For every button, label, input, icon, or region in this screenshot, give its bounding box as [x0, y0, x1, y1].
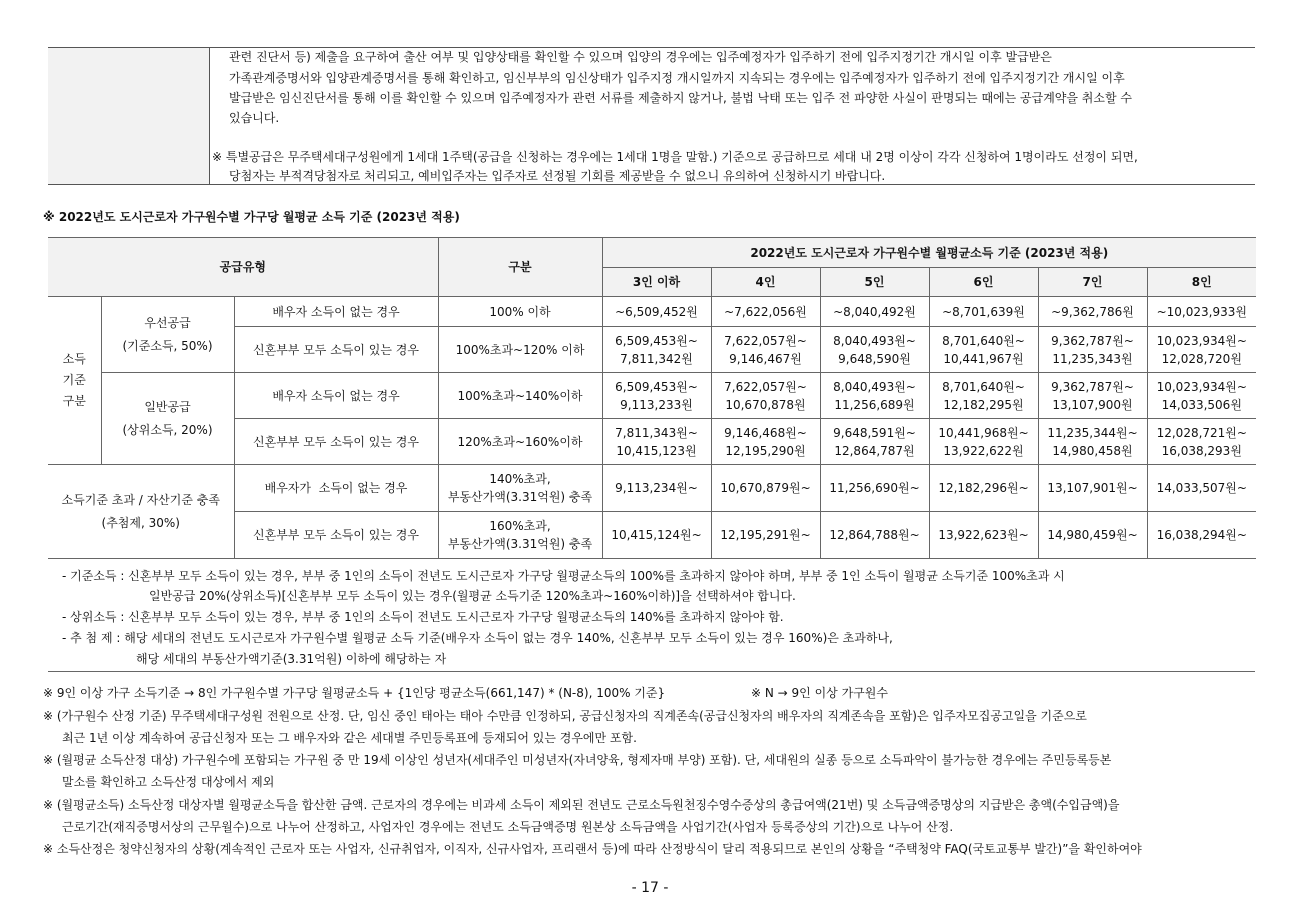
top-notice-block [48, 47, 1255, 185]
table-notes [48, 566, 1255, 672]
value-cell: 10,023,934원~ 14,033,506원 [1147, 373, 1256, 419]
section-title: ※ 2022년도 도시근로자 가구원수별 가구당 월평균 소득 기준 (2023년 적용) [43, 210, 460, 224]
footnote-income-calc: ※ 소득산정은 청약신청자의 상황(계속적인 근로자 또는 사업자, 신규취업자, 이직자, 신규사업자, 프리랜서 등)에 따라 산정방식이 달리 적용되므로 본인의 상황을 “주택청약 FAQ(국토교통부 발간)”을 확인하여야 [43, 842, 1142, 856]
value-cell: 7,622,057원~ 9,146,467원 [711, 327, 820, 373]
footnote-9-person: ※ 9인 이상 가구 소득기준 → 8인 가구원수별 가구당 월평균소득 + {1인당 평균소득(661,147) * (N-8), 100% 기준} [43, 686, 666, 700]
value-cell: 6,509,453원~ 9,113,233원 [602, 373, 711, 419]
row-type: 신혼부부 모두 소득이 있는 경우 [234, 512, 438, 559]
row-range: 120%초과~160%이하 [438, 419, 602, 465]
footnote-income-target-2: 말소를 확인하고 소득산정 대상에서 제외 [62, 775, 275, 789]
value-cell: 11,235,344원~ 14,980,458원 [1038, 419, 1147, 465]
value-cell: ~7,622,056원 [711, 297, 820, 327]
value-cell: 9,362,787원~ 11,235,343원 [1038, 327, 1147, 373]
value-cell: 9,362,787원~ 13,107,900원 [1038, 373, 1147, 419]
value-cell: 10,023,934원~ 12,028,720원 [1147, 327, 1256, 373]
header-income-group: 2022년도 도시근로자 가구원수별 월평균소득 기준 (2023년 적용) [602, 238, 1256, 268]
row-range: 100% 이하 [438, 297, 602, 327]
value-cell: 16,038,294원~ [1147, 512, 1256, 559]
top-text-line-4: 있습니다. [229, 111, 280, 125]
row-type: 배우자가 소득이 없는 경우 [234, 465, 438, 512]
top-label-cell [48, 48, 210, 184]
value-cell: 8,701,640원~ 12,182,295원 [929, 373, 1038, 419]
priority-supply-label: 우선공급 (기준소득, 50%) [101, 297, 234, 373]
footnote-n-definition: ※ N → 9인 이상 가구원수 [751, 686, 888, 700]
value-cell: 12,864,788원~ [820, 512, 929, 559]
value-cell: 9,648,591원~ 12,864,787원 [820, 419, 929, 465]
top-text-line-3: 발급받은 임신진단서를 통해 이를 확인할 수 있으며 입주예정자가 관련 서류를 제출하지 않거나, 불법 낙태 또는 입주 전 파양한 사실이 판명되는 때에는 공급계약을 취소할 수 [229, 91, 1132, 105]
value-cell: 10,415,124원~ [602, 512, 711, 559]
row-range: 100%초과~140%이하 [438, 373, 602, 419]
page-number: - 17 - [631, 880, 669, 896]
value-cell: 14,033,507원~ [1147, 465, 1256, 512]
lottery-supply-label: 소득기준 초과 / 자산기준 충족 (추첨제, 30%) [48, 465, 234, 559]
value-cell: 7,622,057원~ 10,670,878원 [711, 373, 820, 419]
note-base-income-2: 일반공급 20%(상위소득)[신혼부부 모두 소득이 있는 경우(월평균 소득기준 120%초과~160%이하)]을 선택하셔야 합니다. [149, 589, 796, 603]
col-header-5: 5인 [820, 268, 929, 297]
col-header-7: 7인 [1038, 268, 1147, 297]
header-supply-type: 공급유형 [48, 238, 438, 297]
row-type: 배우자 소득이 없는 경우 [234, 373, 438, 419]
col-header-3: 3인 이하 [602, 268, 711, 297]
col-header-6: 6인 [929, 268, 1038, 297]
col-header-8: 8인 [1147, 268, 1256, 297]
value-cell: 9,146,468원~ 12,195,290원 [711, 419, 820, 465]
top-text-line-2: 가족관계증명서와 입양관계증명서를 통해 확인하고, 임신부부의 임신상태가 입주지정 개시일까지 지속되는 경우에는 입주예정자가 입주하기 전에 입주지정기간 개시일 이후 [229, 71, 1125, 85]
row-range: 100%초과~120% 이하 [438, 327, 602, 373]
value-cell: 7,811,343원~ 10,415,123원 [602, 419, 711, 465]
table-row [48, 373, 1256, 419]
row-type: 신혼부부 모두 소득이 있는 경우 [234, 327, 438, 373]
row-type: 배우자 소득이 없는 경우 [234, 297, 438, 327]
value-cell: 8,040,493원~ 9,648,590원 [820, 327, 929, 373]
value-cell: ~8,040,492원 [820, 297, 929, 327]
row-range: 140%초과, 부동산가액(3.31억원) 충족 [438, 465, 602, 512]
value-cell: 14,980,459원~ [1038, 512, 1147, 559]
footnote-monthly-income-1: ※ (월평균소득) 소득산정 대상자별 월평균소득을 합산한 금액. 근로자의 경우에는 비과세 소득이 제외된 전년도 근로소득원천징수영수증상의 총급여액(21번) 및 소득금액증명상의 지급받은 총액(수입금액)을 [43, 798, 1120, 812]
note-upper-income: - 상위소득 : 신혼부부 모두 소득이 있는 경우, 부부 중 1인의 소득이 전년도 도시근로자 가구당 월평균소득의 140%를 초과하지 않아야 함. [62, 610, 784, 624]
value-cell: ~6,509,452원 [602, 297, 711, 327]
note-base-income-1: - 기준소득 : 신혼부부 모두 소득이 있는 경우, 부부 중 1인의 소득이 전년도 도시근로자 가구당 월평균소득의 100%를 초과하지 않아야 하며, 부부 중 1인 소득이 월평균 소득기준 100%초과 시 [62, 569, 1065, 583]
special-supply-note-2: 당첨자는 부적격당첨자로 처리되고, 예비입주자는 입주자로 선정될 기회를 제공받을 수 없으니 유의하여 신청하시기 바랍니다. [229, 169, 886, 183]
value-cell: 13,107,901원~ [1038, 465, 1147, 512]
row-type: 신혼부부 모두 소득이 있는 경우 [234, 419, 438, 465]
footnote-household-count-2: 최근 1년 이상 계속하여 공급신청자 또는 그 배우자와 같은 세대별 주민등록표에 등재되어 있는 경우에만 포함. [62, 731, 637, 745]
general-supply-label: 일반공급 (상위소득, 20%) [101, 373, 234, 465]
table-row [48, 465, 1256, 512]
note-lottery-2: 해당 세대의 부동산가액기준(3.31억원) 이하에 해당하는 자 [136, 652, 447, 666]
income-criteria-label: 소득 기준 구분 [48, 297, 101, 465]
row-range: 160%초과, 부동산가액(3.31억원) 충족 [438, 512, 602, 559]
footnote-monthly-income-2: 근로기간(재직증명서상의 근무월수)으로 나누어 산정하고, 사업자인 경우에는 전년도 소득금액증명 원본상 소득금액을 사업기간(사업자 등록증상의 기간)으로 나누어 산정. [62, 820, 954, 834]
value-cell: 10,441,968원~ 13,922,622원 [929, 419, 1038, 465]
value-cell: ~10,023,933원 [1147, 297, 1256, 327]
value-cell: 10,670,879원~ [711, 465, 820, 512]
value-cell: ~9,362,786원 [1038, 297, 1147, 327]
footnote-income-target-1: ※ (월평균 소득산정 대상) 가구원수에 포함되는 가구원 중 만 19세 이상인 성년자(세대주인 미성년자(자녀양육, 형제자매 부양) 포함). 단, 세대원의 실종 등으로 소득파악이 불가능한 경우에는 주민등록등본 [43, 753, 1112, 767]
value-cell: 6,509,453원~ 7,811,342원 [602, 327, 711, 373]
special-supply-note-1: ※ 특별공급은 무주택세대구성원에게 1세대 1주택(공급을 신청하는 경우에는 1세대 1명을 말함.) 기준으로 공급하므로 세대 내 2명 이상이 각각 신청하여 1명이라도 선정이 되면, [212, 150, 1138, 164]
value-cell: 13,922,623원~ [929, 512, 1038, 559]
table-row [48, 297, 1256, 327]
value-cell: 12,195,291원~ [711, 512, 820, 559]
value-cell: 12,182,296원~ [929, 465, 1038, 512]
value-cell: 9,113,234원~ [602, 465, 711, 512]
footnote-household-count-1: ※ (가구원수 산정 기준) 무주택세대구성원 전원으로 산정. 단, 임신 중인 태아는 태아 수만큼 인정하되, 공급신청자의 직계존속(공급신청자의 배우자의 직계존속을 포함)은 입주자모집공고일을 기준으로 [43, 709, 1087, 723]
value-cell: ~8,701,639원 [929, 297, 1038, 327]
value-cell: 8,040,493원~ 11,256,689원 [820, 373, 929, 419]
value-cell: 8,701,640원~ 10,441,967원 [929, 327, 1038, 373]
header-category: 구분 [438, 238, 602, 297]
value-cell: 12,028,721원~ 16,038,293원 [1147, 419, 1256, 465]
income-table [48, 237, 1256, 559]
note-lottery-1: - 추 첨 제 : 해당 세대의 전년도 도시근로자 가구원수별 월평균 소득 기준(배우자 소득이 없는 경우 140%, 신혼부부 모두 소득이 있는 경우 160%)은 초과하나, [62, 631, 893, 645]
value-cell: 11,256,690원~ [820, 465, 929, 512]
col-header-4: 4인 [711, 268, 820, 297]
top-text-line-1: 관련 진단서 등) 제출을 요구하여 출산 여부 및 입양상태를 확인할 수 있으며 입양의 경우에는 입주예정자가 입주하기 전에 입주지정기간 개시일 이후 발급받은 [229, 50, 1052, 64]
